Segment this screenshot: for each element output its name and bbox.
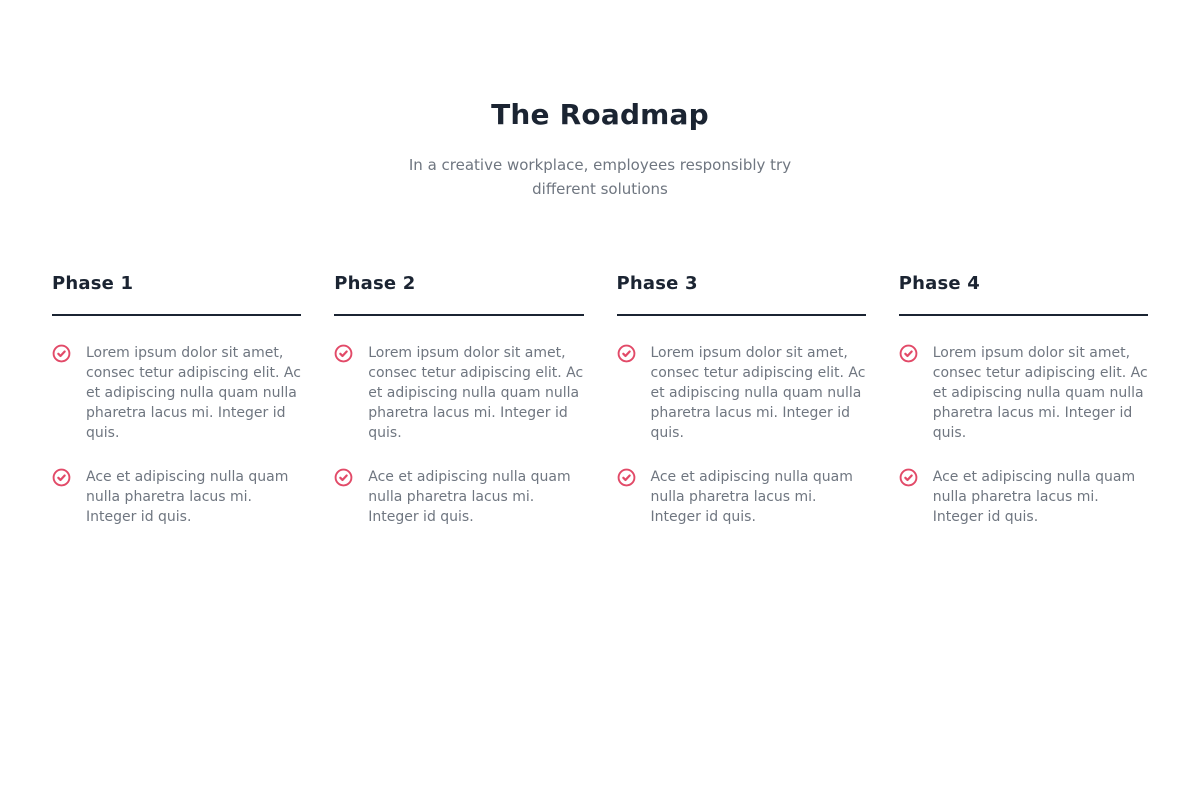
phase-title: Phase 4: [898, 273, 981, 294]
list-item-text: Ace et adipiscing nulla quam nulla pharetra lacus mi. Integer id quis.: [86, 469, 289, 525]
page-subtitle: In a creative workplace, employees responsibly try different solutions: [408, 156, 792, 198]
phase-column-3: [617, 271, 866, 551]
phase-list: [52, 343, 301, 527]
list-item-text: Ace et adipiscing nulla quam nulla pharetra lacus mi. Integer id quis.: [932, 469, 1136, 525]
phase-list: [334, 343, 583, 527]
list-item: [899, 343, 1148, 443]
check-circle-icon: [899, 344, 918, 363]
phases-grid: [52, 271, 1148, 551]
phase-column-2: [334, 271, 583, 551]
list-item: [334, 467, 583, 527]
phase-column-1: [52, 271, 301, 551]
list-item: [617, 467, 866, 527]
page-title: The Roadmap: [491, 98, 709, 131]
phase-title: Phase 3: [616, 273, 698, 294]
phase-divider: [899, 314, 1148, 316]
list-item-text: Ace et adipiscing nulla quam nulla pharetra lacus mi. Integer id quis.: [650, 469, 853, 525]
check-circle-icon: [617, 468, 636, 487]
list-item: [617, 343, 866, 443]
check-circle-icon: [617, 344, 636, 363]
phase-divider: [334, 314, 583, 316]
list-item-text: Lorem ipsum dolor sit amet, consec tetur adipiscing elit. Ac et adipiscing nulla quam nulla pharetra lacus mi. Integer id quis.: [86, 345, 301, 441]
phase-title: Phase 1: [52, 273, 134, 294]
list-item-text: Lorem ipsum dolor sit amet, consec tetur adipiscing elit. Ac et adipiscing nulla quam nulla pharetra lacus mi. Integer id quis.: [368, 345, 584, 441]
check-circle-icon: [899, 468, 918, 487]
phase-list: [617, 343, 866, 527]
list-item-text: Lorem ipsum dolor sit amet, consec tetur adipiscing elit. Ac et adipiscing nulla quam nulla pharetra lacus mi. Integer id quis.: [932, 345, 1148, 441]
check-circle-icon: [52, 468, 71, 487]
phase-title: Phase 2: [334, 273, 416, 294]
check-circle-icon: [334, 344, 353, 363]
phase-divider: [52, 314, 301, 316]
page-header: [0, 0, 1200, 201]
list-item-text: Ace et adipiscing nulla quam nulla pharetra lacus mi. Integer id quis.: [368, 469, 571, 525]
phase-list: [899, 343, 1148, 527]
check-circle-icon: [52, 344, 71, 363]
list-item: [52, 467, 301, 527]
list-item: [899, 467, 1148, 527]
check-circle-icon: [334, 468, 353, 487]
phase-column-4: [899, 271, 1148, 551]
list-item: [52, 343, 301, 443]
list-item-text: Lorem ipsum dolor sit amet, consec tetur adipiscing elit. Ac et adipiscing nulla quam nulla pharetra lacus mi. Integer id quis.: [650, 345, 866, 441]
phase-divider: [617, 314, 866, 316]
list-item: [334, 343, 583, 443]
